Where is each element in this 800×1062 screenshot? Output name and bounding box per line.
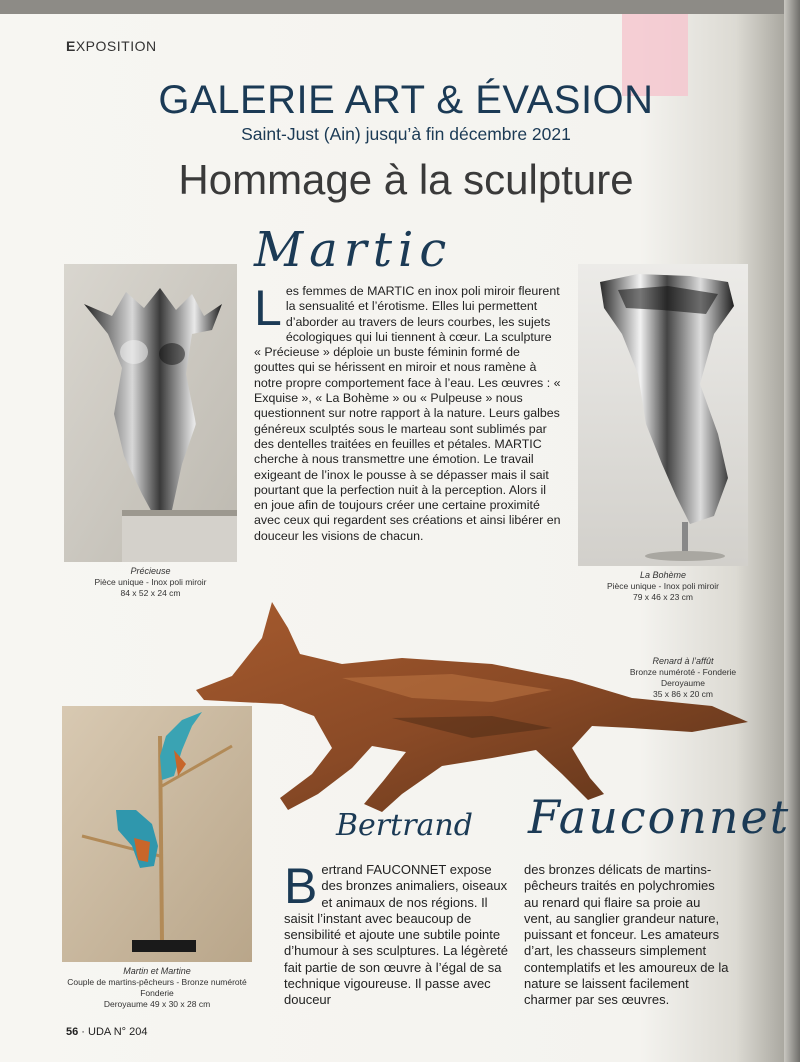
artist-name-martic: Martic [254, 222, 453, 278]
caption-martin-et-martine: Martin et Martine Couple de martins-pêcheurs - Bronze numéroté Fonderie Deroyaume 49 x 30 x 28 cm [67, 966, 247, 1009]
photo-precieuse [64, 264, 237, 562]
page-title: GALERIE ART & ÉVASION [158, 78, 654, 122]
article-text-martic: Les femmes de MARTIC en inox poli miroir fleurent la sensualité et l’érotisme. Elles lui permettent d’aborder au travers de leurs courbes, les sujets écologiques qui lui tiennent à cœur. La sculpture « Précieuse » déploie un buste féminin formé de gouttes qui se hérissent en miroir et nous ramène à notre propre comportement face à l’eau. Les œuvres : « Exquise », « La Bohème » ou « Pulpeuse » nous questionnent sur notre rapport à la nature. Leurs galbes généreux sculptés sous le marteau sont sublimés par des dentelles traitées en feuilles et pétales. MARTIC cherche à nous transmettre une émotion. Le travail exigeant de l’inox le pousse à se dépasser mais il sait pourtant que la perfection nuit à la perception. Alors il en joue afin de toujours créer une certaine proximité avec ceux qui regardent ses créations et ainsi libérer en douceur les visions de chacun. [254, 280, 561, 543]
caption-precieuse: Précieuse Pièce unique - Inox poli miroir 84 x 52 x 24 cm [94, 566, 207, 598]
page-footer: 56 · UDA N° 204 [66, 1026, 148, 1038]
artist-last-name-fauconnet: Fauconnet [528, 790, 791, 844]
photo-martin-et-martine [62, 706, 252, 962]
caption-la-boheme: La Bohème Pièce unique - Inox poli miroir 79 x 46 x 23 cm [607, 570, 719, 602]
page-headline: Hommage à la sculpture [178, 156, 634, 203]
section-label: EXPOSITION [66, 38, 157, 54]
page-subtitle: Saint-Just (Ain) jusqu’à fin décembre 2021 [241, 124, 571, 144]
article-text-fauconnet-col2: des bronzes délicats de martins-pêcheurs traités en polychromies au renard qui flaire sa proie au vent, au sanglier grandeur nature, puissant et fonceur. Les amateurs d’art, les chasseurs simplement contemplatifs et les amoureux de la nature se laissent facilement charmer par ses œuvres. [524, 862, 729, 1008]
artist-first-name-bertrand: Bertrand [336, 808, 473, 843]
article-text-fauconnet-col1: Bertrand FAUCONNET expose des bronzes animaliers, oiseaux et animaux de nos régions. Il saisit l’instant avec beaucoup de sensibilité et ajoute une subtile pointe d’humour à ses sculptures. La légèreté fait partie de son œuvre à l’égal de sa technique vigoureuse. Il passe avec douceur [284, 858, 509, 1008]
scan-top-edge [0, 0, 800, 14]
photo-la-boheme [578, 264, 748, 566]
caption-renard: Renard à l’affût Bronze numéroté - Fonderie Deroyaume 35 x 86 x 20 cm [629, 656, 737, 699]
